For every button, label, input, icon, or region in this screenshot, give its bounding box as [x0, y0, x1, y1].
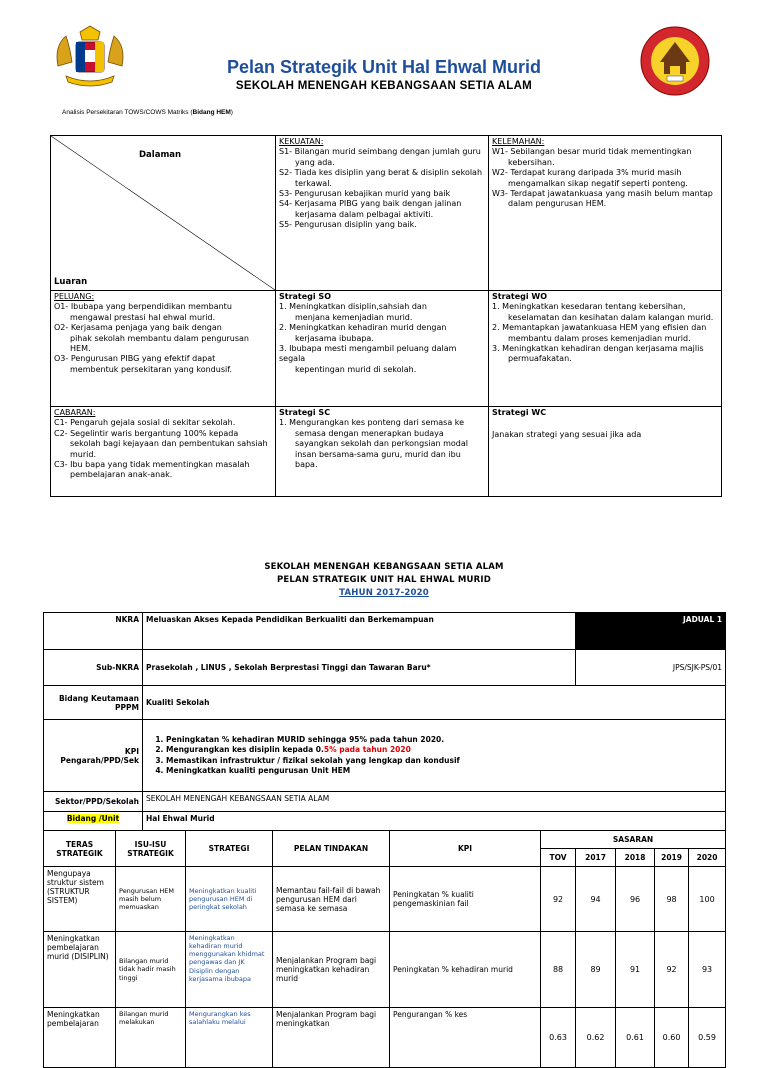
pelan-cell: Memantau fail-fail di bawah pengurusan HEM dari semasa ke semasa: [273, 867, 390, 932]
peluang-cell: [51, 291, 276, 407]
sektor-label: Sektor/PPD/Sekolah: [44, 792, 143, 812]
tows-matrix: [50, 135, 722, 497]
isu-cell: Pengurusan HEM masih belum memuaskan: [116, 867, 186, 932]
kpi-cell: Peningkatan % kualiti pengemaskinian fail: [390, 867, 541, 932]
cabaran-heading: CABARAN:: [54, 408, 96, 417]
teras-cell: Mengupaya struktur sistem (STRUKTUR SISTEM): [44, 867, 116, 932]
value-cell: 0.62: [576, 1008, 616, 1068]
luaran-label: Luaran: [54, 276, 88, 287]
strategi-sc-heading: Strategi SC: [279, 408, 331, 417]
col-isu: ISU-ISU STRATEGIK: [116, 831, 186, 867]
strategi-wo-heading: Strategi WO: [492, 292, 548, 301]
value-cell: 100: [689, 867, 726, 932]
list-item: W3- Terdapat jawatankuasa yang masih belum mantap dalam pengurusan HEM.: [492, 188, 713, 209]
list-item: 1. Mengurangkan kes ponteng dari semasa ke semasa dengan menerapkan budaya sayangkan sekolah dan perkongsian modal insan bersama-sama guru, murid dan ibu bapa.: [279, 418, 469, 469]
kpi-item: 1. Peningkatan % kehadiran MURID sehingga 95% pada tahun 2020.: [166, 735, 722, 745]
kpi-item: 4. Meningkatkan kualiti pengurusan Unit HEM: [166, 766, 722, 776]
teras-cell: Meningkatkan pembelajaran murid (DISIPLIN): [44, 932, 116, 1008]
subnkra-value: Prasekolah , LINUS , Sekolah Berprestasi Tinggi dan Tawaran Baru*: [143, 650, 576, 686]
sektor-value: SEKOLAH MENENGAH KEBANGSAAN SETIA ALAM: [143, 792, 726, 812]
isu-cell: Bilangan murid melakukan: [116, 1008, 186, 1068]
list-item: S1- Bilangan murid seimbang dengan jumlah guru yang ada.: [279, 147, 481, 167]
isu-cell: Bilangan murid tidak hadir masih tinggi: [116, 932, 186, 1008]
list-item: 1. Meningkatkan disiplin,sahsiah dan menjana kemenjadian murid.: [279, 302, 427, 322]
strategi-so-heading: Strategi SO: [279, 292, 331, 301]
strategi-cell: Meningkatkan kehadiran murid menggunakan khidmat pengawas dan JK Disiplin dengan kerjasama ibubapa: [186, 932, 273, 1008]
col-year: 2019: [655, 849, 689, 867]
document-code: JPS/SJK-PS/01: [576, 650, 726, 686]
kpi-item: 2. Mengurangkan kes disiplin kepada 0.5% pada tahun 2020: [166, 745, 722, 755]
nkra-value: Meluaskan Akses Kepada Pendidikan Berkualiti dan Berkemampuan: [143, 613, 576, 650]
school-name: SEKOLAH MENENGAH KEBANGSAAN SETIA ALAM: [235, 80, 533, 92]
jadual-badge: JADUAL 1: [576, 613, 726, 650]
value-cell: 93: [689, 932, 726, 1008]
strategi-wc-cell: [489, 407, 722, 497]
strategi-wo-cell: [489, 291, 722, 407]
kpi-cell: Peningkatan % kehadiran murid: [390, 932, 541, 1008]
teras-cell: Meningkatkan pembelajaran: [44, 1008, 116, 1068]
table-row: [44, 867, 726, 932]
list-item: 2. Meningkatkan kehadiran murid dengan kerjasama ibubapa.: [279, 323, 447, 343]
dalaman-label: Dalaman: [139, 150, 182, 160]
col-year: TOV: [541, 849, 576, 867]
strategi-cell: Mengurangkan kes salahlaku melalui: [186, 1008, 273, 1068]
col-kpi: KPI: [390, 831, 541, 867]
col-year: 2018: [616, 849, 655, 867]
list-item: O3- Pengurusan PIBG yang efektif dapat membentuk persekitaran yang kondusif.: [54, 354, 232, 374]
list-item: S4- Kerjasama PIBG yang baik dengan jalinan kerjasama dalam pelbagai aktiviti.: [279, 199, 462, 219]
pelan-cell: Menjalankan Program bagi meningkatkan: [273, 1008, 390, 1068]
strategi-wc-text: Janakan strategi yang sesuai jika ada: [492, 430, 642, 440]
bidang-label: Bidang Keutamaan PPPM: [44, 686, 143, 720]
matrix-corner-cell: [51, 136, 276, 291]
strategi-so-cell: [276, 291, 489, 407]
unit-value: Hal Ehwal Murid: [143, 812, 726, 831]
plan-title: PELAN STRATEGIK UNIT HAL EHWAL MURID: [277, 575, 491, 585]
value-cell: 92: [655, 932, 689, 1008]
col-sasaran: SASARAN: [541, 831, 726, 849]
list-item: S5- Pengurusan disiplin yang baik.: [279, 220, 417, 230]
list-item: C1- Pengaruh gejala sosial di sekitar sekolah.: [54, 418, 236, 428]
value-cell: 0.60: [655, 1008, 689, 1068]
value-cell: 94: [576, 867, 616, 932]
kelemahan-cell: [489, 136, 722, 291]
col-teras: TERAS STRATEGIK: [44, 831, 116, 867]
pelan-cell: Menjalankan Program bagi meningkatkan kehadiran murid: [273, 932, 390, 1008]
value-cell: 0.59: [689, 1008, 726, 1068]
table-row: [44, 932, 726, 1008]
strategi-sc-cell: [276, 407, 489, 497]
kpi-list-cell: [143, 720, 726, 792]
peluang-heading: PELUANG:: [54, 292, 95, 301]
strategic-plan-table: [43, 612, 726, 1068]
value-cell: 96: [616, 867, 655, 932]
list-item: S2- Tiada kes disiplin yang berat & disiplin sekolah terkawal.: [279, 168, 483, 188]
list-item: C3- Ibu bapa yang tidak mementingkan masalah pembelajaran anak-anak.: [54, 459, 250, 480]
list-item: O1- Ibubapa yang berpendidikan membantu mengawal prestasi hal ehwal murid.: [54, 302, 232, 322]
col-year: 2017: [576, 849, 616, 867]
unit-label-cell: [44, 812, 143, 831]
strategi-cell: Meningkatkan kualiti pengurusan HEM di peringkat sekolah: [186, 867, 273, 932]
value-cell: 0.61: [616, 1008, 655, 1068]
list-item: O2- Kerjasama penjaga yang baik dengan pihak sekolah membantu dalam pengurusan HEM.: [54, 323, 249, 353]
nkra-label: NKRA: [44, 613, 143, 650]
kpi-cell: Pengurangan % kes: [390, 1008, 541, 1068]
kelemahan-heading: KELEMAHAN:: [492, 137, 545, 146]
list-item: C2- Segelintir waris bergantung 100% kepada sekolah bagi kejayaan dan pembentukan sahsiah murid.: [54, 428, 268, 459]
list-item: 2. Memantapkan jawatankuasa HEM yang efisien dan membantu dalam proses kemenjadian murid.: [492, 323, 707, 343]
list-item: S3- Pengurusan kebajikan murid yang baik: [279, 188, 451, 198]
unit-label: Bidang /Unit: [66, 814, 120, 823]
value-cell: 89: [576, 932, 616, 1008]
subnkra-label: Sub-NKRA: [44, 650, 143, 686]
col-pelan: PELAN TINDAKAN: [273, 831, 390, 867]
kpi-item: 3. Memastikan infrastruktur / fizikal sekolah yang lengkap dan kondusif: [166, 756, 722, 766]
value-cell: 92: [541, 867, 576, 932]
list-item: W2- Terdapat kurang daripada 3% murid masih mengamalkan sikap negatif seperti ponteng.: [492, 168, 688, 188]
value-cell: 91: [616, 932, 655, 1008]
page-title: Pelan Strategik Unit Hal Ehwal Murid: [226, 57, 542, 77]
matrix-caption: Analisis Persekitaran TOWS/COWS Matriks (Bidang HEM): [62, 109, 233, 116]
cabaran-cell: [51, 407, 276, 497]
table-row: [44, 1008, 726, 1068]
list-item: 1. Meningkatkan kesedaran tentang kebersihan, keselamatan dan kesihatan dalam kalangan murid.: [492, 302, 714, 322]
list-item: W1- Sebilangan besar murid tidak mementingkan kebersihan.: [492, 147, 692, 167]
value-cell: 0.63: [541, 1008, 576, 1068]
kekuatan-cell: [276, 136, 489, 291]
col-strategi: STRATEGI: [186, 831, 273, 867]
kpi-label: KPI Pengarah/PPD/Sek: [44, 720, 143, 792]
plan-school-name: SEKOLAH MENENGAH KEBANGSAAN SETIA ALAM: [264, 562, 504, 572]
value-cell: 88: [541, 932, 576, 1008]
strategi-wc-heading: Strategi WC: [492, 408, 547, 417]
list-item: 3. Meningkatkan kehadiran dengan kerjasama majlis permuafakatan.: [492, 343, 704, 364]
list-item: 3. Ibubapa mesti mengambil peluang dalam segala kepentingan murid di sekolah.: [279, 343, 457, 374]
kekuatan-heading: KEKUATAN:: [279, 137, 324, 146]
col-year: 2020: [689, 849, 726, 867]
bidang-value: Kualiti Sekolah: [143, 686, 726, 720]
plan-period: TAHUN 2017-2020: [339, 588, 429, 598]
value-cell: 98: [655, 867, 689, 932]
